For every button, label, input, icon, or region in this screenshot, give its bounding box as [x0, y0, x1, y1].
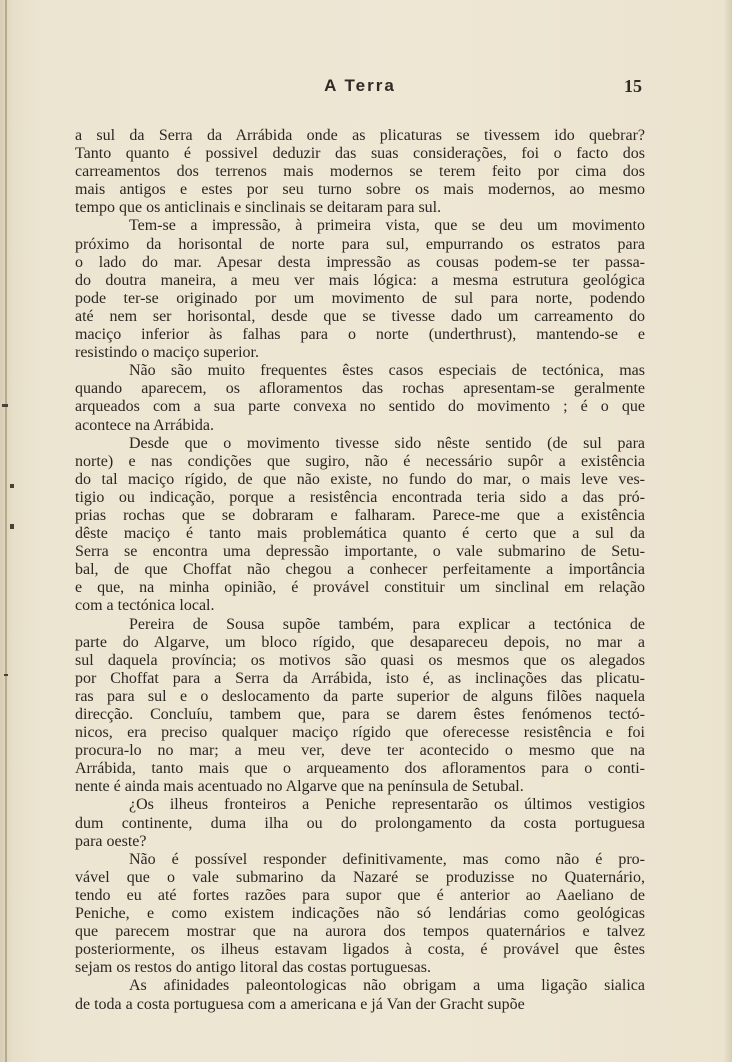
- text-line: parte do Algarve, um bloco rígido, que desapareceu depois, no mar a: [75, 633, 645, 651]
- body-text: [75, 127, 645, 1014]
- binding-gutter: [5, 0, 7, 1062]
- text-line: Pereira de Sousa supõe também, para explicar a tectónica de: [129, 615, 645, 633]
- text-line: Serra se encontra uma depressão importante, o vale submarino de Setu-: [75, 543, 645, 561]
- text-line: Não é possível responder definitivamente, mas como não é pro-: [129, 850, 645, 868]
- text-line: maciço inferior às falhas para o norte (underthrust), mantendo-se e: [75, 326, 645, 344]
- text-line: prias rochas que se dobraram e falharam. Parece-me que a existência: [75, 506, 645, 524]
- text-line: para oeste?: [75, 832, 147, 850]
- text-line: ¿Os ilheus fronteiros a Peniche representarão os últimos vestigios: [129, 796, 645, 814]
- text-line: até nem ser horisontal, desde que se tivesse dado um carreamento do: [75, 307, 645, 325]
- text-line: o lado do mar. Apesar desta impressão as cousas podem-se ter passa-: [75, 253, 645, 271]
- text-line: que parecem mostrar que na aurora dos tempos quaternários e talvez: [75, 923, 645, 941]
- text-line: Peniche, e como existem indicações não só lendárias como geológicas: [75, 905, 645, 923]
- text-line: acontece na Arrábida.: [75, 416, 215, 434]
- text-line: sul daquela província; os motivos são quasi os mesmos que os alegados: [75, 651, 645, 669]
- text-line: nente é ainda mais acentuado no Algarve que na península de Setubal.: [75, 778, 524, 796]
- text-line: nicos, era preciso qualquer maciço rígido que oferecesse resistência e foi: [75, 724, 645, 742]
- page-number: 15: [624, 76, 642, 96]
- text-line: resistindo o maciço superior.: [75, 344, 259, 362]
- text-line: arqueados com a sua parte convexa no sentido do movimento ; é o que: [75, 398, 645, 416]
- text-line: tendo eu até fortes razões para supor que é anterior ao Aaeliano de: [75, 886, 645, 904]
- text-line: As afinidades paleontologicas não obrigam a uma ligação sialica: [129, 977, 645, 995]
- text-line: carreamentos dos terrenos mais modernos se terem feito por cima dos: [75, 163, 645, 181]
- text-line: e que, na minha opinião, é provável constituir um sinclinal em relação: [75, 579, 645, 597]
- text-line: Tem-se a impressão, à primeira vista, que se deu um movimento: [129, 217, 645, 235]
- paragraph: [75, 977, 645, 1013]
- paragraph: [75, 435, 645, 616]
- margin-mark: [2, 404, 8, 407]
- text-line: dêste maciço é tanto mais problemática quanto é certo que a sul da: [75, 525, 645, 543]
- text-line: com a tectónica local.: [75, 597, 215, 615]
- text-line: mais antigos e estes por seu turno sobre os mais modernos, ao mesmo: [75, 181, 645, 199]
- text-line: direcção. Concluíu, tambem que, para se darem êstes fenómenos tectó-: [75, 706, 645, 723]
- paragraph: [75, 127, 645, 217]
- text-line: tigio ou indicação, porque a resistência encontrada teria sido a das pró-: [75, 488, 645, 506]
- text-line: a sul da Serra da Arrábida onde as plicaturas se tivessem ido quebrar?: [75, 127, 645, 144]
- paragraph: [75, 362, 645, 434]
- text-line: tempo que os anticlinais e sinclinais se deitaram para sul.: [75, 199, 442, 217]
- text-line: bal, de que Choffat não chegou a conhecer perfeitamente a importância: [75, 561, 645, 579]
- running-title: A Terra: [324, 76, 396, 95]
- text-line: Arrábida, tanto mais que o arqueamento dos afloramentos para o conti-: [75, 760, 645, 778]
- paragraph: [75, 851, 645, 978]
- paragraph: [75, 796, 645, 850]
- text-line: de toda a costa portuguesa com a americana e já Van der Gracht supõe: [75, 995, 525, 1013]
- text-line: Desde que o movimento tivesse sido nêste sentido (de sul para: [129, 434, 645, 452]
- text-line: pode ter-se originado por um movimento de sul para norte, podendo: [75, 289, 645, 307]
- text-line: norte) e nas condições que sugiro, não é necessário supôr a existência: [75, 452, 645, 470]
- text-line: ras para sul e o deslocamento da parte superior de alguns filões naquela: [75, 687, 645, 705]
- margin-mark: [10, 484, 14, 488]
- page-edge: [724, 0, 732, 1062]
- text-line: Tanto quanto é possivel deduzir das suas considerações, foi o facto dos: [75, 145, 645, 163]
- text-line: procura-lo no mar; a meu ver, deve ter acontecido o mesmo que na: [75, 742, 645, 760]
- page-header: [76, 76, 644, 100]
- text-line: posteriormente, os ilheus estavam ligados à costa, é provável que êstes: [75, 941, 645, 959]
- text-line: sejam os restos do antigo litoral das costas portuguesas.: [75, 959, 431, 977]
- margin-mark: [4, 674, 8, 676]
- text-line: vável que o vale submarino da Nazaré se produzisse no Quaternário,: [75, 868, 645, 886]
- text-line: quando aparecem, os afloramentos das rochas apresentam-se geralmente: [75, 380, 645, 398]
- text-line: Não são muito frequentes êstes casos especiais de tectónica, mas: [129, 362, 645, 380]
- text-line: do tal maciço rígido, de que não existe, no fundo do mar, o mais leve ves-: [75, 470, 645, 488]
- paragraph: [75, 217, 645, 362]
- margin-mark: [10, 524, 14, 529]
- text-line: do doutra maneira, a meu ver mais lógica: a mesma estrutura geológica: [75, 271, 645, 289]
- text-line: por Choffat para a Serra da Arrábida, isto é, as inclinações das plicatu-: [75, 669, 645, 687]
- text-line: dum continente, duma ilha ou do prolongamento da costa portuguesa: [75, 814, 645, 832]
- text-line: próximo da horisontal de norte para sul, empurrando os estratos para: [75, 235, 645, 253]
- paragraph: [75, 616, 645, 797]
